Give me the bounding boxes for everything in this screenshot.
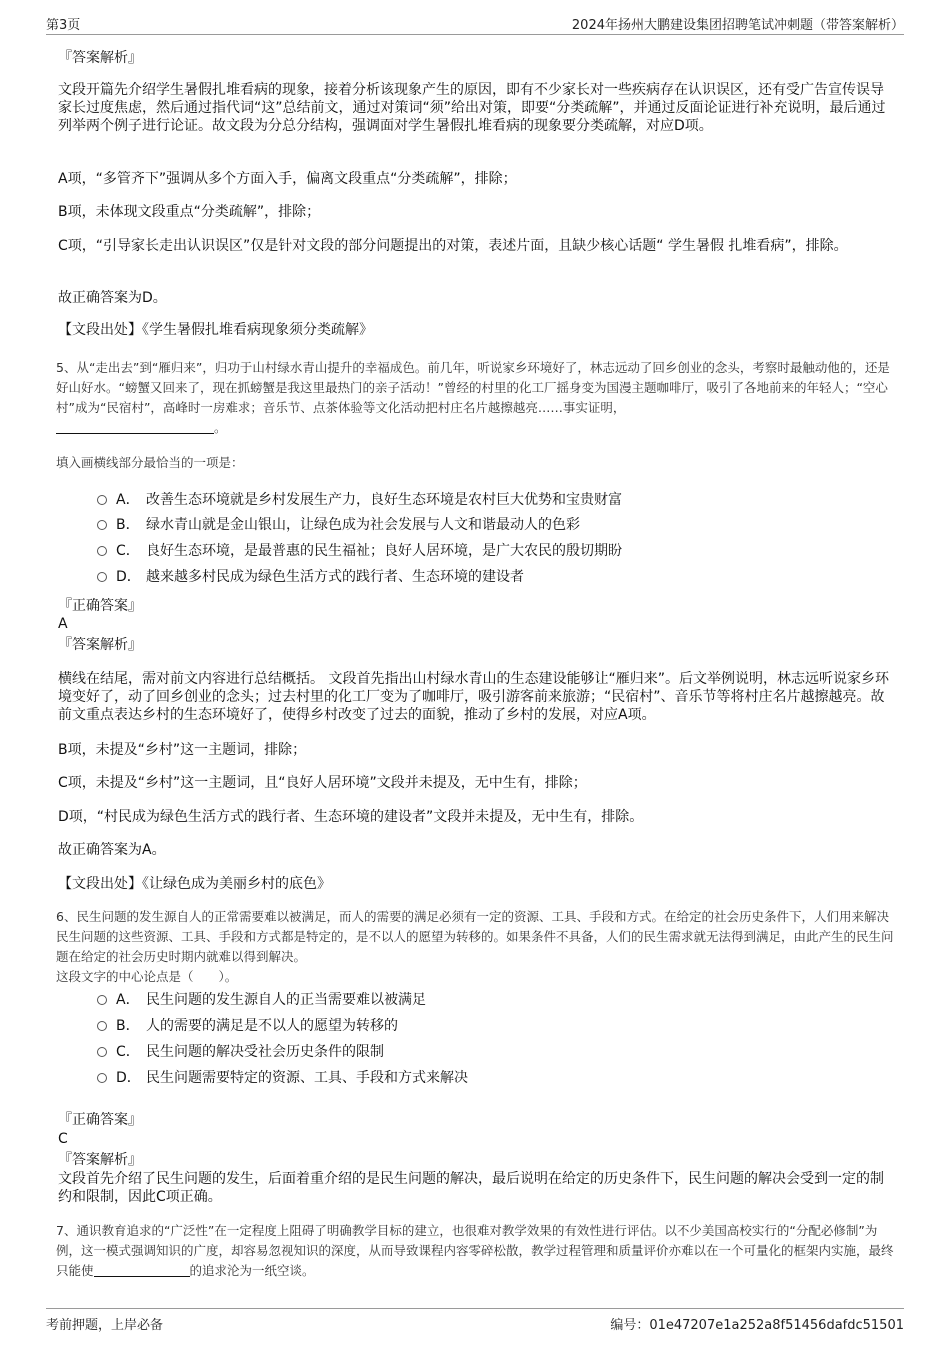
radio-icon[interactable] — [97, 1021, 107, 1031]
q5-stem-end: 。 — [214, 420, 227, 435]
q7-stem — [56, 1221, 896, 1281]
option-text: 民生问题需要特定的资源、工具、手段和方式来解决 — [146, 1070, 468, 1086]
q6-analysis-label: 『答案解析』 — [58, 1152, 142, 1168]
radio-icon[interactable] — [97, 520, 107, 530]
option-text: 越来越多村民成为绿色生活方式的践行者、生态环境的建设者 — [146, 569, 524, 585]
radio-icon[interactable] — [97, 495, 107, 505]
q4-analysis-label: 『答案解析』 — [58, 50, 142, 66]
option-letter: A． — [116, 492, 140, 508]
q5-stem — [56, 358, 896, 438]
radio-icon[interactable] — [97, 995, 107, 1005]
q5-option-b[interactable] — [97, 516, 580, 534]
q5-option-b-note: B项，未提及“乡村”这一主题词，排除； — [58, 742, 307, 758]
q6-answer-label: 『正确答案』 — [58, 1112, 142, 1128]
q7-stem-end: 的追求沦为一纸空谈。 — [189, 1263, 315, 1278]
option-letter: D． — [116, 569, 141, 585]
q5-option-d[interactable] — [97, 568, 524, 586]
q5-source: 【文段出处】《让绿色成为美丽乡村的底色》 — [58, 876, 331, 892]
q4-option-a-note: A项，“多管齐下”强调从多个方面入手，偏离文段重点“分类疏解”，排除； — [58, 171, 517, 187]
footer-serial: 编号：01e47207e1a252a8f51456dafdc51501 — [610, 1318, 904, 1333]
q5-option-c-note: C项，未提及“乡村”这一主题词，且“良好人居环境”文段并未提及，无中生有，排除； — [58, 775, 587, 791]
q4-option-b-note: B项，未体现文段重点“分类疏解”，排除； — [58, 204, 321, 220]
radio-icon[interactable] — [97, 572, 107, 582]
option-text: 改善生态环境就是乡村发展生产力，良好生态环境是农村巨大优势和宝贵财富 — [146, 492, 622, 508]
q6-prompt: 这段文字的中心论点是（ ）。 — [56, 969, 238, 984]
document-title: 2024年扬州大鹏建设集团招聘笔试冲刺题（带答案解析） — [571, 18, 904, 33]
q5-answer-label: 『正确答案』 — [58, 598, 142, 614]
radio-icon[interactable] — [97, 1073, 107, 1083]
page-number: 第3页 — [46, 18, 81, 33]
q5-answer: A — [58, 616, 68, 632]
q5-option-a[interactable] — [97, 491, 622, 509]
option-text: 绿水青山就是金山银山，让绿色成为社会发展与人文和谐最动人的色彩 — [146, 517, 580, 533]
q5-option-c[interactable] — [97, 542, 622, 560]
fill-blank — [56, 419, 214, 434]
option-letter: B． — [116, 517, 140, 533]
q6-answer: C — [58, 1131, 68, 1147]
q5-analysis-label: 『答案解析』 — [58, 637, 142, 653]
page-footer — [46, 1308, 904, 1335]
radio-icon[interactable] — [97, 546, 107, 556]
option-letter: C． — [116, 543, 140, 559]
option-text: 民生问题的发生源自人的正当需要难以被满足 — [146, 992, 426, 1008]
q7-stem-text: 7、通识教育追求的“广泛性”在一定程度上阻碍了明确教学目标的建立，也很难对教学效果的有效性进行评估。以不少美国高校实行的“分配必修制”为例，这一模式强调知识的广度，却容易忽视知识的深度，从而导致课程内容零碎松散，教学过程管理和质量评价亦难以在一个可量化的框架内实施，最终只能使 — [56, 1223, 894, 1278]
option-letter: B． — [116, 1018, 140, 1034]
q5-option-d-note: D项，“村民成为绿色生活方式的践行者、生态环境的建设者”文段并未提及，无中生有，排除。 — [58, 809, 644, 825]
option-letter: D． — [116, 1070, 141, 1086]
q5-conclusion: 故正确答案为A。 — [58, 842, 166, 858]
q6-option-b[interactable] — [97, 1017, 398, 1035]
q6-option-a[interactable] — [97, 991, 426, 1009]
footer-motto: 考前押题，上岸必备 — [46, 1318, 164, 1333]
q6-analysis-text: 文段首先介绍了民生问题的发生，后面着重介绍的是民生问题的解决，最后说明在给定的历史条件下，民生问题的解决会受到一定的制约和限制，因此C项正确。 — [58, 1171, 884, 1205]
q4-option-c-note: C项，“引导家长走出认识误区”仅是针对文段的部分问题提出的对策，表述片面，且缺少核心话题“ 学生暑假 扎堆看病”，排除。 — [58, 238, 848, 254]
q5-analysis-text: 横线在结尾，需对前文内容进行总结概括。 文段首先指出山村绿水青山的生态建设能够让“雁归来”。后文举例说明，林志远听说家乡环境变好了，动了回乡创业的念头；过去村里的化工厂变为了咖啡厅，吸引游客前来旅游；“民宿村”、音乐节等将村庄名片越擦越亮。故前文重点表达乡村的生态环境好了，使得乡村改变了过去的面貌，推动了乡村的发展，对应A项。 — [58, 671, 889, 723]
fill-blank — [94, 1262, 190, 1277]
option-text: 民生问题的解决受社会历史条件的限制 — [146, 1044, 384, 1060]
q5-prompt: 填入画横线部分最恰当的一项是： — [56, 455, 244, 470]
q6-option-c[interactable] — [97, 1043, 384, 1061]
page-header — [46, 14, 904, 35]
radio-icon[interactable] — [97, 1047, 107, 1057]
option-letter: A． — [116, 992, 140, 1008]
q6-option-d[interactable] — [97, 1069, 468, 1087]
q4-analysis-text: 文段开篇先介绍学生暑假扎堆看病的现象，接着分析该现象产生的原因，即有不少家长对一些疾病存在认识误区，还有受广告宣传误导家长过度焦虑，然后通过指代词“这”总结前文，通过对策词“须”给出对策，即要“分类疏解”，并通过反面论证进行补充说明，最后通过列举两个例子进行论证。故文段为分总分结构，强调面对学生暑假扎堆看病的现象要分类疏解，对应D项。 — [58, 82, 886, 134]
option-text: 人的需要的满足是不以人的愿望为转移的 — [146, 1018, 398, 1034]
option-letter: C． — [116, 1044, 140, 1060]
q6-stem: 6、民生问题的发生源自人的正常需要难以被满足，而人的需要的满足必须有一定的资源、工具、手段和方式。在给定的社会历史条件下，人们用来解决民生问题的这些资源、工具、手段和方式都是特定的，是不以人的愿望为转移的。如果条件不具备，人们的民生需求就无法得到满足，由此产生的民生问题在给定的社会历史时期内就难以得到解决。 — [56, 909, 894, 964]
q5-stem-text: 5、从“走出去”到“雁归来”，归功于山村绿水青山提升的幸福成色。前几年，听说家乡环境好了，林志远动了回乡创业的念头，考察时最触动他的，还是好山好水。“螃蟹又回来了，现在抓螃蟹是我这里最热门的亲子活动！”曾经的村里的化工厂摇身变为国漫主题咖啡厅，吸引了各地前来的年轻人；“空心村”成为“民宿村”，高峰时一房难求；音乐节、点茶体验等文化活动把村庄名片越擦越亮……事实证明， — [56, 360, 890, 415]
q4-source: 【文段出处】《学生暑假扎堆看病现象须分类疏解》 — [58, 322, 373, 338]
option-text: 良好生态环境，是最普惠的民生福祉；良好人居环境，是广大农民的殷切期盼 — [146, 543, 622, 559]
q4-conclusion: 故正确答案为D。 — [58, 290, 167, 306]
